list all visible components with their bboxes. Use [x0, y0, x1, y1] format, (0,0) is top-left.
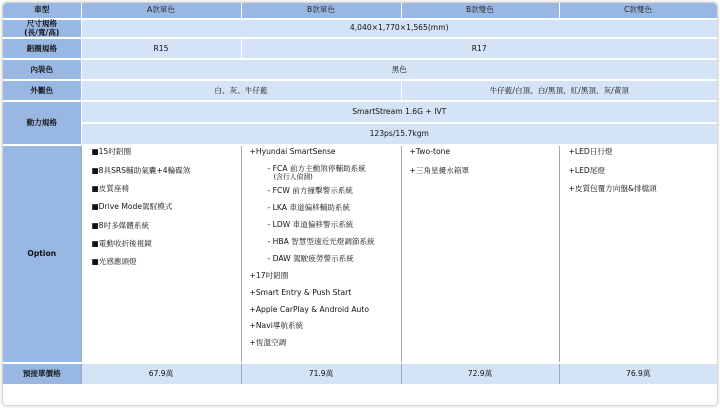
- wheels-label: 鋁圈規格: [3, 38, 81, 59]
- option-row: [3, 145, 717, 363]
- option-item: +三角星擾水箱罩: [409, 165, 470, 175]
- wheels-value-a: R15: [81, 38, 241, 59]
- option-item: ■15吋鋁圈: [91, 147, 132, 157]
- option-subitem: - LKA 車道偏移輔助系統: [267, 203, 351, 213]
- dimensions-label: [3, 19, 81, 38]
- option-subitem-fca-text: - FCA 前方主動煞停輔助系統: [267, 164, 366, 174]
- option-item: +Two-tone: [409, 147, 451, 157]
- header-model-a-single: A款單色: [81, 3, 241, 19]
- option-label: Option: [3, 145, 81, 363]
- price-value-c-dual: 76.9萬: [559, 363, 717, 384]
- interior-row: [3, 59, 717, 80]
- option-item: +LED日行燈: [568, 147, 613, 157]
- powertrain-output-row: [3, 123, 717, 145]
- interior-value: 黑色: [81, 59, 717, 80]
- price-value-b-dual: 72.9萬: [401, 363, 559, 384]
- option-list-b-single: [242, 148, 401, 348]
- exterior-value-dual: 牛仔藍/白頂、白/黑頂、紅/黑頂、灰/黃頂: [401, 80, 717, 101]
- option-item: ■Drive Mode駕馭模式: [91, 202, 173, 212]
- dimensions-row: [3, 19, 717, 38]
- option-item: +LED尾燈: [568, 165, 605, 175]
- header-corner: 車型: [3, 3, 81, 19]
- header-model-c-dual: C款雙色: [559, 3, 717, 19]
- option-item: ■8具SRS輔助氣囊+4輪碟煞: [91, 165, 191, 175]
- spec-table-frame: [3, 3, 717, 405]
- dimensions-value: 4,040×1,770×1,565(mm): [81, 19, 717, 38]
- option-item-smartsense: +Hyundai SmartSense: [249, 147, 336, 157]
- option-subitem: - LDW 車道偏移警示系統: [267, 220, 354, 229]
- option-item: ■光感應頭燈: [91, 257, 137, 267]
- dimensions-label-line2: (長/寬/高): [24, 27, 60, 37]
- option-subitem-fca: [250, 165, 401, 181]
- powertrain-row: [3, 101, 717, 123]
- option-cell-c-dual: [559, 145, 717, 363]
- option-item: +Navi導航系統: [249, 321, 304, 331]
- wheels-value-others: R17: [241, 38, 717, 59]
- exterior-row: [3, 80, 717, 101]
- option-subitem: - HBA 智慧型遠近光燈調節系統: [267, 236, 375, 246]
- exterior-label: 外觀色: [3, 80, 81, 101]
- option-cell-a: [81, 145, 241, 363]
- price-row: [3, 363, 717, 384]
- header-model-b-dual: B款雙色: [401, 3, 559, 19]
- option-item: ■皮質座椅: [91, 184, 130, 194]
- powertrain-engine: SmartStream 1.6G + IVT: [81, 101, 717, 123]
- option-subitem: - DAW 駕駛疲勞警示系統: [267, 253, 354, 263]
- interior-label: 內裝色: [3, 59, 81, 80]
- option-subitem: - FCW 前方撞擊警示系統: [267, 186, 353, 196]
- dimensions-label-line1: 尺寸規格: [26, 19, 57, 28]
- option-cell-b-single: [241, 145, 401, 363]
- option-list-a: [82, 148, 241, 267]
- option-item: +Smart Entry & Push Start: [249, 287, 352, 297]
- spec-table: [3, 3, 717, 384]
- price-label: 預接單價格: [3, 363, 81, 384]
- option-item: +皮質包覆方向盤&排檔頭: [568, 184, 657, 194]
- option-item: +Apple CarPlay & Android Auto: [249, 304, 369, 314]
- option-item: +恆溫空調: [249, 338, 287, 348]
- option-subitem-fca-note: (含行人偵測): [273, 173, 313, 182]
- wheels-row: [3, 38, 717, 59]
- powertrain-label: 動力規格: [3, 101, 81, 145]
- option-cell-b-dual: [401, 145, 559, 363]
- option-list-b-dual: [402, 148, 559, 175]
- option-item: +17吋鋁圈: [249, 270, 289, 280]
- option-item: ■8吋多媒體系統: [91, 220, 150, 230]
- header-row: [3, 3, 717, 19]
- powertrain-output: 123ps/15.7kgm: [81, 123, 717, 145]
- exterior-value-single: 白、灰、牛仔藍: [81, 80, 401, 101]
- price-value-a-single: 67.9萬: [81, 363, 241, 384]
- header-model-b-single: B款單色: [241, 3, 401, 19]
- option-list-c-dual: [560, 148, 718, 193]
- price-value-b-single: 71.9萬: [241, 363, 401, 384]
- option-item: ■電動收折後視鏡: [91, 239, 152, 248]
